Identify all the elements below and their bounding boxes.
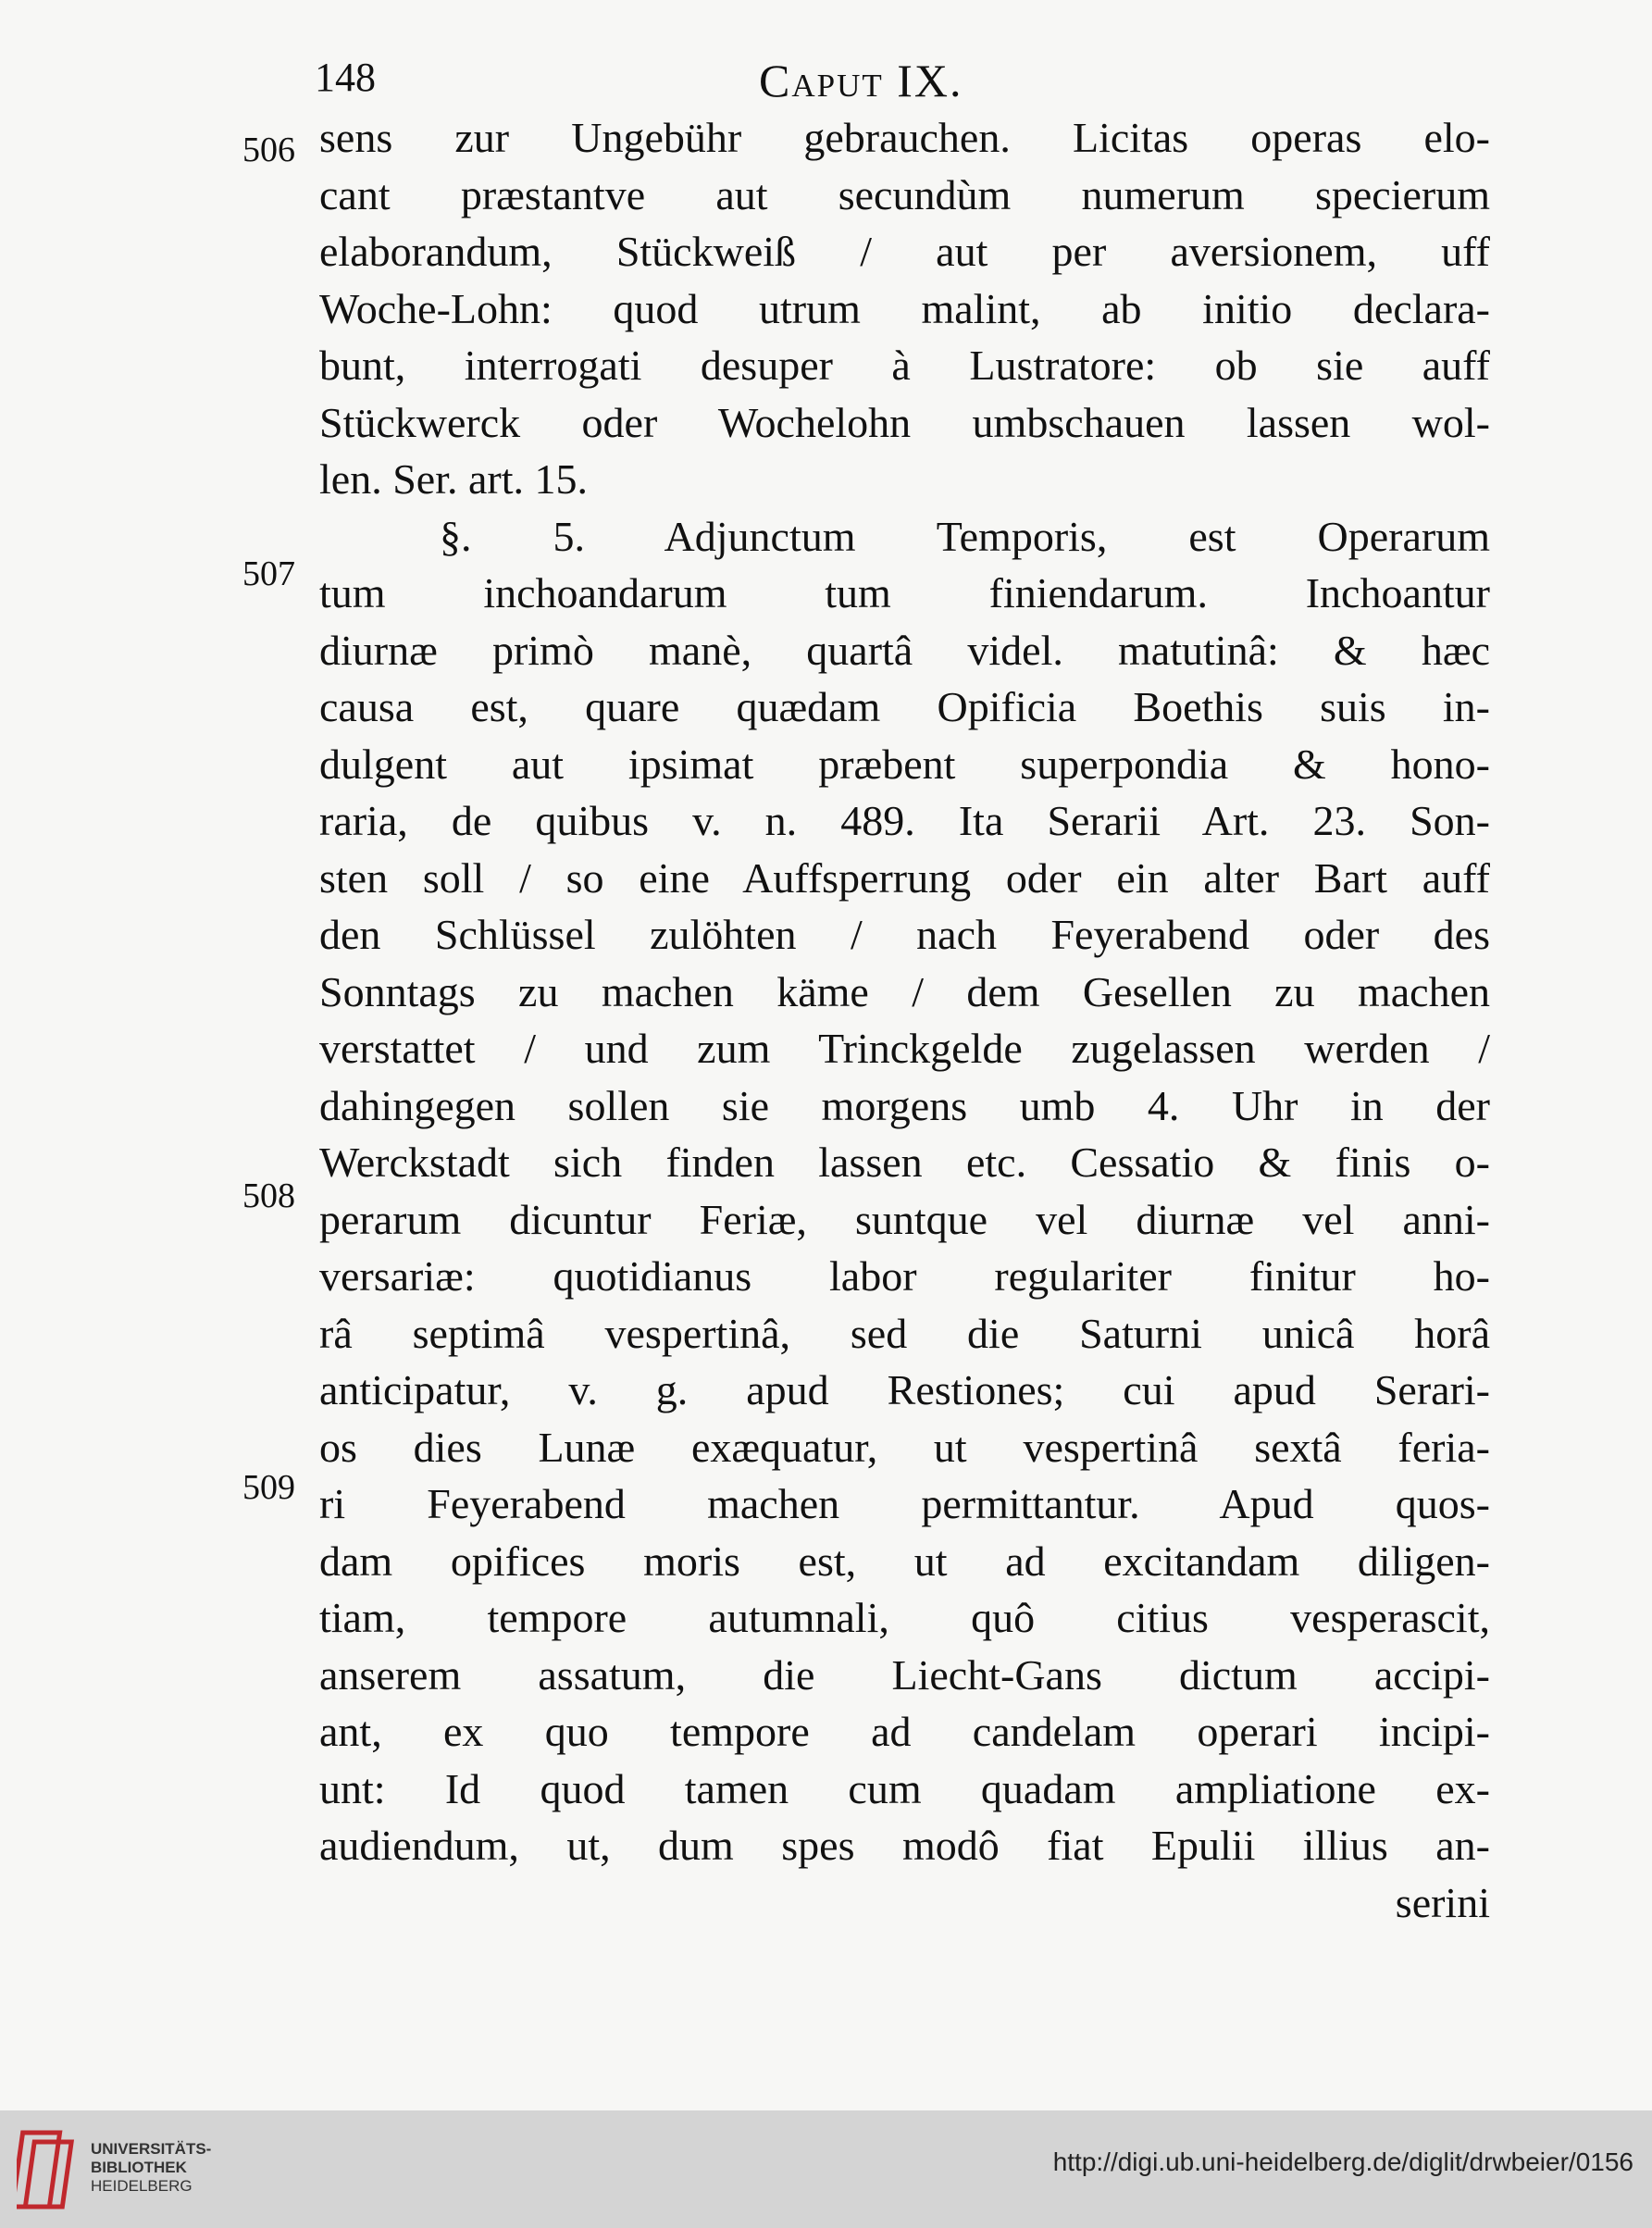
text-line: tum inchoandarum tum finiendarum. Inchoantur — [319, 569, 1490, 616]
running-header — [315, 54, 1481, 109]
text-line: audiendum, ut, dum spes modô fiat Epulii illius an- — [319, 1822, 1490, 1869]
text-line: ri Feyerabend machen permittantur. Apud quos- — [319, 1480, 1490, 1527]
text-line: bunt, interrogati desuper à Lustratore: ob sie auff — [319, 342, 1490, 389]
text-line: dahingegen sollen sie morgens umb 4. Uhr in der — [319, 1081, 1490, 1129]
text-line: diurnæ primò manè, quartâ videl. matutinâ: & hæc — [319, 626, 1490, 674]
page-number: 148 — [315, 55, 376, 100]
library-logo-text: UNIVERSITÄTS- BIBLIOTHEK HEIDELBERG — [91, 2140, 212, 2195]
footer-bar — [0, 2110, 1652, 2228]
text-line: sens zur Ungebühr gebrauchen. Licitas operas elo- — [319, 114, 1490, 161]
library-logo-icon — [17, 2123, 81, 2216]
source-url-link[interactable]: http://digi.ub.uni-heidelberg.de/diglit/drwbeier/0156 — [1052, 2147, 1633, 2176]
text-line: tiam, tempore autumnali, quô citius vesperascit, — [319, 1594, 1490, 1641]
text-line: verstattet / und zum Trinckgelde zugelassen werden / — [319, 1025, 1490, 1072]
text-line: Sonntags zu machen käme / dem Gesellen zu machen — [319, 967, 1490, 1015]
chapter-title: Caput IX. — [759, 55, 963, 106]
text-line: causa est, quare quædam Opificia Boethis suis in- — [319, 683, 1490, 730]
text-line: len. Ser. art. 15. — [319, 455, 588, 503]
margin-number: 506 — [242, 131, 295, 169]
text-line: cant præstantve aut secundùm numerum specierum — [319, 170, 1490, 218]
text-line: versariæ: quotidianus labor regulariter finitur ho- — [319, 1252, 1490, 1300]
text-line: elaborandum, Stückweiß / aut per aversionem, uff — [319, 228, 1490, 275]
text-line: dulgent aut ipsimat præbent superpondia & hono- — [319, 740, 1490, 788]
text-line: den Schlüssel zulöhten / nach Feyerabend oder des — [319, 911, 1490, 958]
text-line: perarum dicuntur Feriæ, suntque vel diurnæ vel anni- — [319, 1195, 1490, 1243]
text-line: raria, de quibus v. n. 489. Ita Serarii Art. 23. Son- — [319, 797, 1490, 844]
text-line: anserem assatum, die Liecht-Gans dictum accipi- — [319, 1650, 1490, 1699]
text-line: os dies Lunæ exæquatur, ut vespertinâ sextâ feria- — [319, 1423, 1490, 1471]
margin-number: 507 — [242, 554, 295, 593]
text-line: râ septimâ vespertinâ, sed die Saturni unicâ horâ — [319, 1309, 1490, 1357]
text-line: Stückwerck oder Wochelohn umbschauen lassen wol- — [319, 398, 1490, 446]
text-line: Werckstadt sich finden lassen etc. Cessatio & finis o- — [319, 1139, 1490, 1186]
text-line: anticipatur, v. g. apud Restiones; cui apud Serari- — [319, 1366, 1490, 1413]
text-line: dam opifices moris est, ut ad excitandam diligen- — [319, 1537, 1490, 1585]
text-line: sten soll / so eine Auffsperrung oder ein alter Bart auff — [319, 853, 1490, 902]
margin-number: 508 — [242, 1176, 295, 1215]
text-line: unt: Id quod tamen cum quadam ampliatione ex- — [319, 1764, 1490, 1812]
text-line: Woche-Lohn: quod utrum malint, ab initio declara- — [319, 284, 1490, 332]
margin-number: 509 — [242, 1468, 295, 1507]
body-text — [319, 109, 1490, 1931]
text-line: ant, ex quo tempore ad candelam operari incipi- — [319, 1708, 1490, 1755]
text-line: §. 5. Adjunctum Temporis, est Operarum — [440, 512, 1490, 560]
text-line: serini — [1395, 1878, 1490, 1926]
